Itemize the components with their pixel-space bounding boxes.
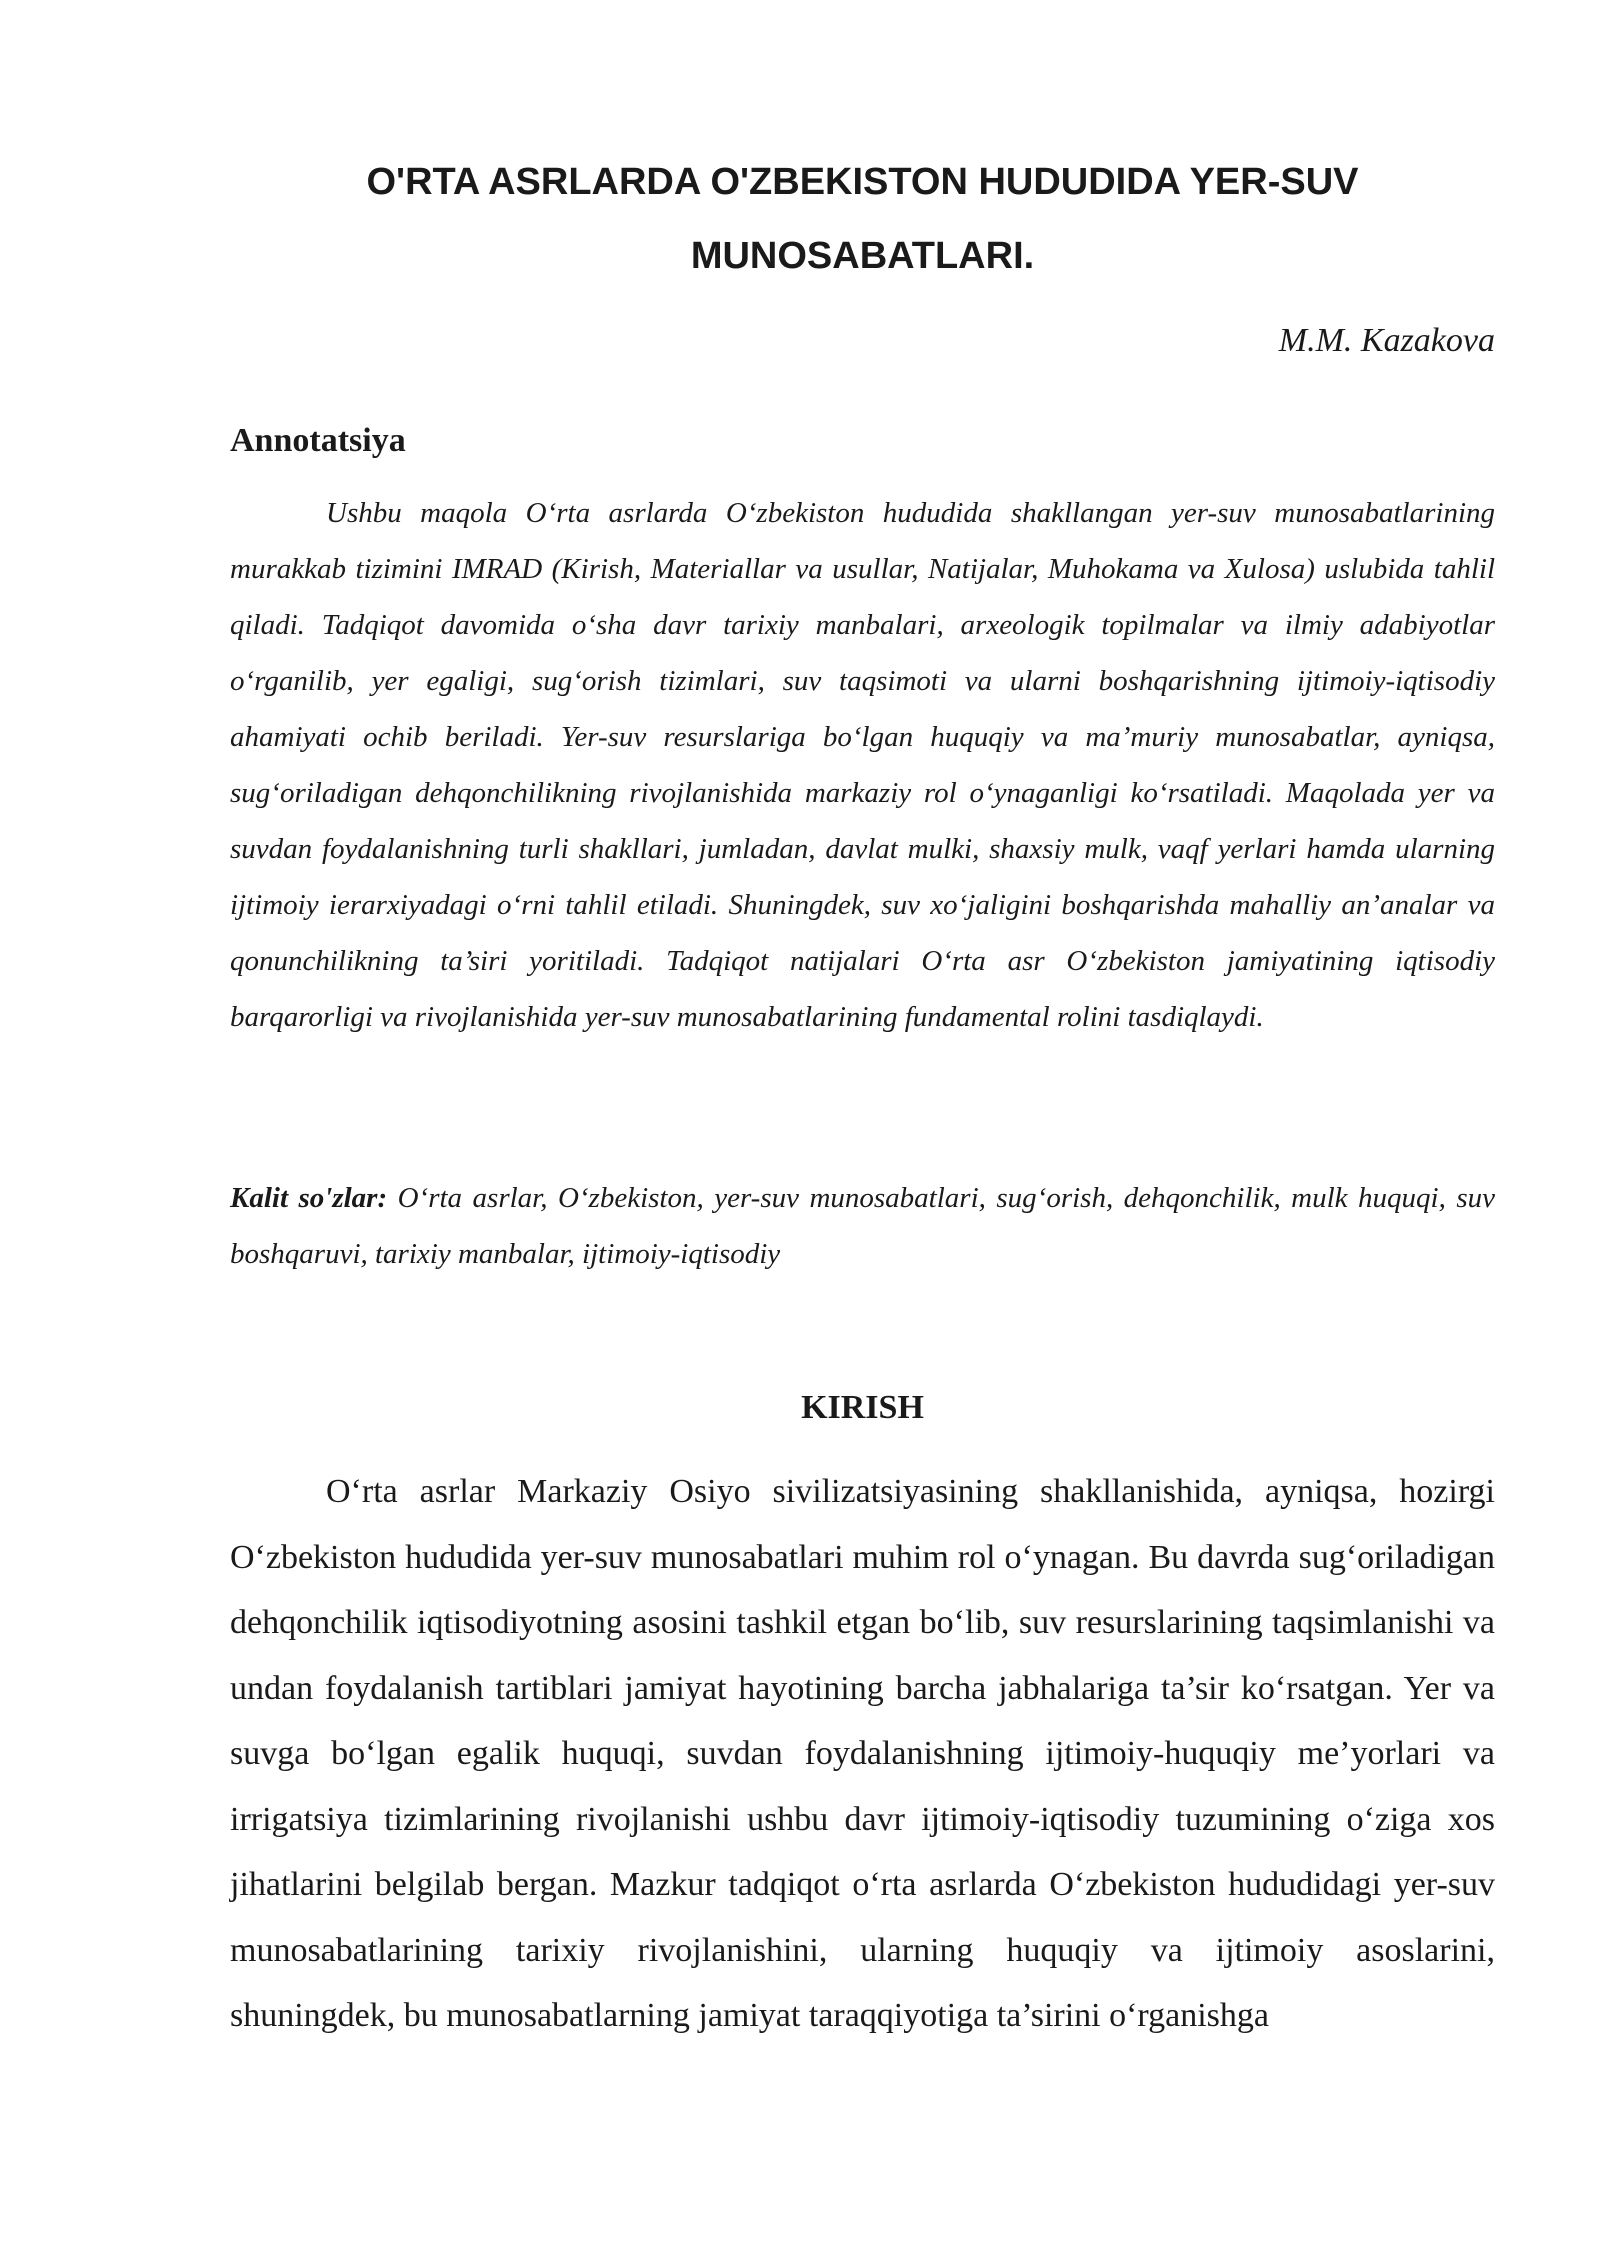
annotation-heading: Annotatsiya (230, 422, 406, 459)
introduction-paragraph: O‘rta asrlar Markaziy Osiyo sivilizatsiyasining shakllanishida, ayniqsa, hozirgi O‘zbekiston hududida yer-suv munosabatlari muhim rol o‘ynagan. Bu davrda sug‘oriladigan dehqonchilik iqtisodiyotning asosini tashkil etgan bo‘lib, suv resurslarining taqsimlanishi va undan foydalanish tartiblari jamiyat hayotining barcha jabhalariga ta’sir ko‘rsatgan. Yer va suvga bo‘lgan egalik huquqi, suvdan foydalanishning ijtimoiy-huquqiy me’yorlari va irrigatsiya tizimlarining rivojlanishi ushbu davr ijtimoiy-iqtisodiy tuzumining o‘ziga xos jihatlarini belgilab bergan. Mazkur tadqiqot o‘rta asrlarda O‘zbekiston hududidagi yer-suv munosabatlarining tarixiy rivojlanishini, ularning huquqiy va ijtimoiy asoslarini, shuningdek, bu munosabatlarning jamiyat taraqqiyotiga ta’sirini o‘rganishga (230, 1473, 1495, 2034)
keywords-text: O‘rta asrlar, O‘zbekiston, yer-suv munosabatlari, sug‘orish, dehqonchilik, mulk huquqi, suv boshqaruvi, tarixiy manbalar, ijtimoiy-iqtisodiy (230, 1182, 1495, 1270)
introduction-heading: KIRISH (801, 1389, 924, 1426)
keywords-paragraph (230, 1170, 1495, 1282)
annotation-text: Ushbu maqola O‘rta asrlarda O‘zbekiston hududida shakllangan yer-suv munosabatlarining murakkab tizimini IMRAD (Kirish, Materiallar va usullar, Natijalar, Muhokama va Xulosa) uslubida tahlil qiladi. Tadqiqot davomida o‘sha davr tarixiy manbalari, arxeologik topilmalar va ilmiy adabiyotlar o‘rganilib, yer egaligi, sug‘orish tizimlari, suv taqsimoti va ularni boshqarishning ijtimoiy-iqtisodiy ahamiyati ochib beriladi. Yer-suv resurslariga bo‘lgan huquqiy va ma’muriy munosabatlar, ayniqsa, sug‘oriladigan dehqonchilikning rivojlanishida markaziy rol o‘ynaganligi ko‘rsatiladi. Maqolada yer va suvdan foydalanishning turli shakllari, jumladan, davlat mulki, shaxsiy mulk, vaqf yerlari hamda ularning ijtimoiy ierarxiyadagi o‘rni tahlil etiladi. Shuningdek, suv xo‘jaligini boshqarishda mahalliy an’analar va qonunchilikning ta’siri yoritiladi. Tadqiqot natijalari O‘rta asr O‘zbekiston jamiyatining iqtisodiy barqarorligi va rivojlanishida yer-suv munosabatlarining fundamental rolini tasdiqlaydi. (230, 497, 1495, 1033)
article-title: O'RTA ASRLARDA O'ZBEKISTON HUDUDIDA YER-SUV MUNOSABATLARI. (366, 161, 1359, 277)
author-name: M.M. Kazakova (1278, 322, 1495, 359)
keywords-label: Kalit so'zlar: (230, 1182, 388, 1214)
